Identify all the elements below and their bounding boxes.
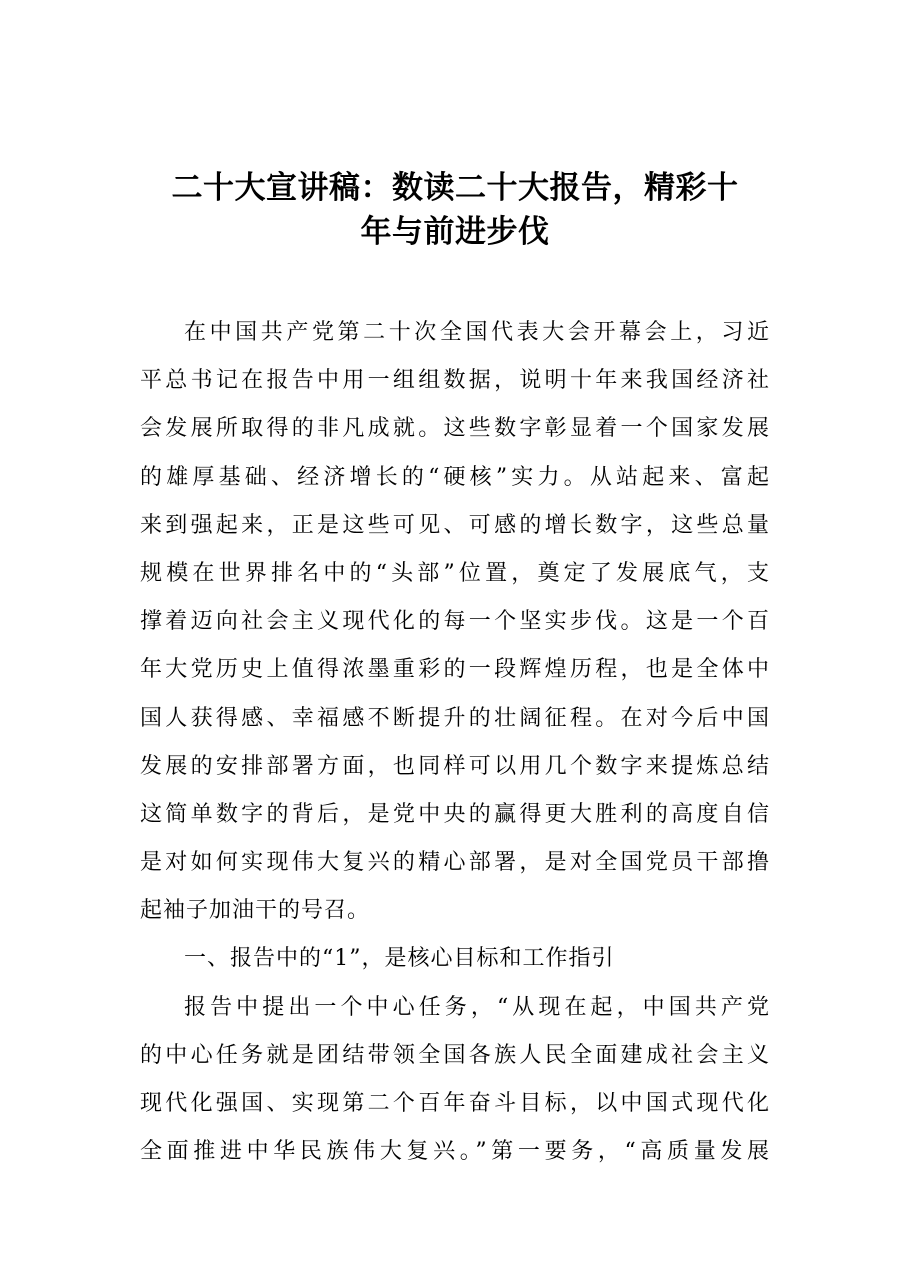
text-line: 全面推进中华民族伟大复兴。”第一要务，“高质量发展 (140, 1139, 770, 1165)
paragraph-intro (140, 315, 770, 941)
paragraph-section-1 (140, 990, 770, 1183)
text-line: 是对如何实现伟大复兴的精心部署，是对全国党员干部撸 (140, 850, 770, 876)
text-line: 年大党历史上值得浓墨重彩的一段辉煌历程，也是全体中 (140, 657, 770, 683)
text-line: 报告中提出一个中心任务，“从现在起，中国共产党 (184, 994, 770, 1020)
text-line: 在中国共产党第二十次全国代表大会开幕会上，习近 (184, 320, 770, 345)
text-line: 国人获得感、幸福感不断提升的壮阔征程。在对今后中国 (140, 705, 770, 731)
text-line: 起袖子加油干的号召。 (140, 898, 371, 924)
text-line: 会发展所取得的非凡成就。这些数字彰显着一个国家发展 (140, 416, 770, 442)
text-line: 一、报告中的“1”，是核心目标和工作指引 (184, 946, 615, 972)
text-line: 现代化强国、实现第二个百年奋斗目标，以中国式现代化 (140, 1091, 770, 1116)
text-line: 这简单数字的背后，是党中央的赢得更大胜利的高度自信 (140, 801, 770, 827)
text-line: 规模在世界排名中的“头部”位置，奠定了发展底气，支 (140, 560, 770, 586)
title-line: 年与前进步伐 (360, 214, 550, 250)
text-line: 的雄厚基础、经济增长的“硬核”实力。从站起来、富起 (140, 464, 770, 490)
text-line: 发展的安排部署方面，也同样可以用几个数字来提炼总结 (140, 753, 770, 779)
title-line: 二十大宣讲稿：数读二十大报告，精彩十 (171, 170, 739, 206)
document-title (140, 166, 770, 254)
section-heading (140, 941, 770, 989)
text-line: 撑着迈向社会主义现代化的每一个坚实步伐。这是一个百 (140, 609, 770, 635)
text-line: 来到强起来，正是这些可见、可感的增长数字，这些总量 (140, 512, 770, 538)
document-body (140, 315, 770, 1182)
text-line: 的中心任务就是团结带领全国各族人民全面建成社会主义 (140, 1042, 770, 1068)
text-line: 平总书记在报告中用一组组数据，说明十年来我国经济社 (140, 368, 770, 394)
